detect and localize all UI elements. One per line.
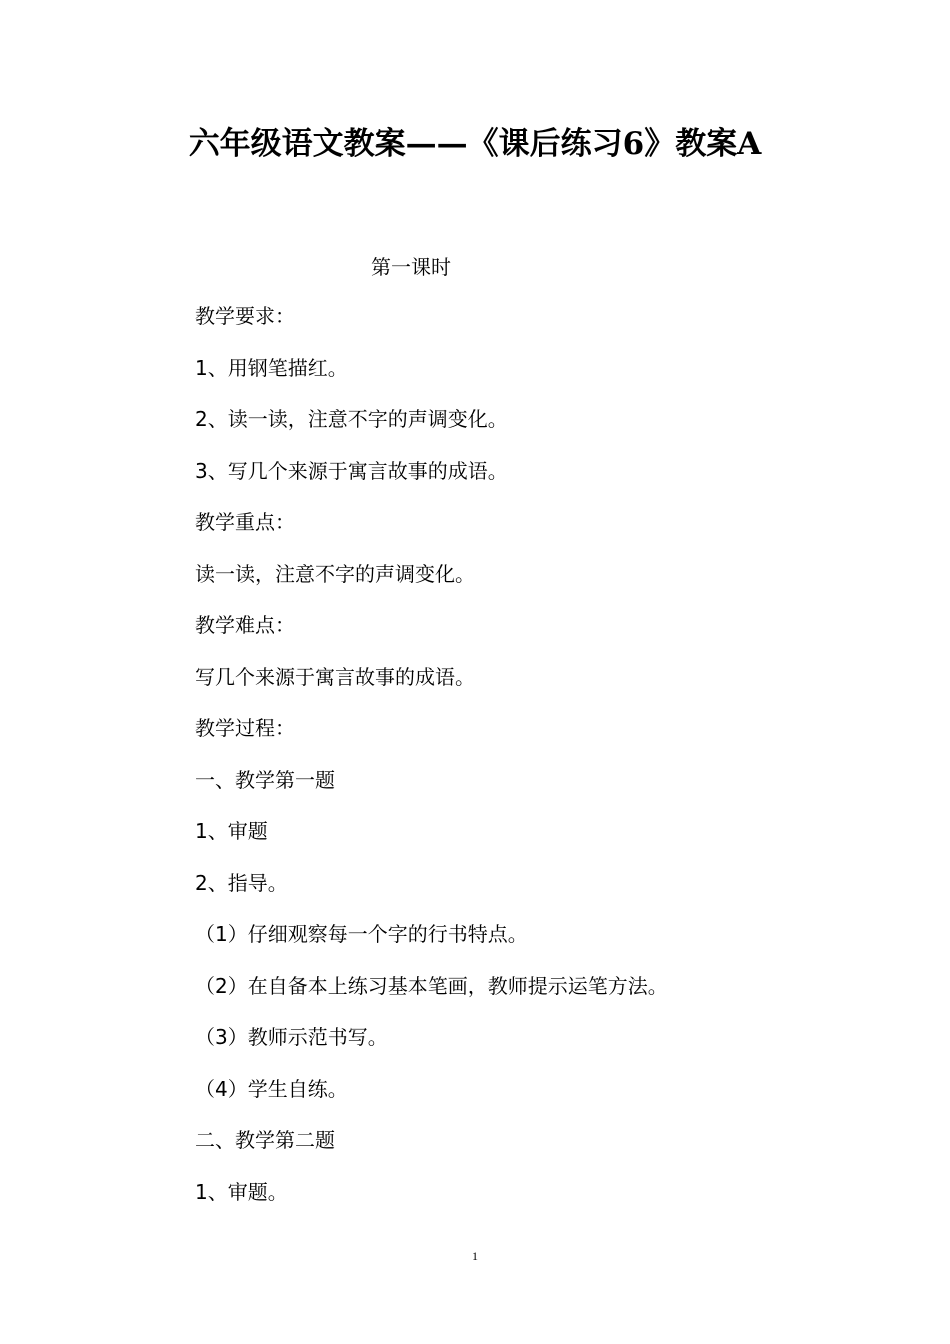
body-line: 教学难点：	[195, 613, 295, 637]
body-line: 1、审题	[195, 819, 268, 843]
body-line: 二、教学第二题	[195, 1128, 335, 1152]
body-line: （4）学生自练。	[195, 1076, 348, 1101]
body-line: （1）仔细观察每一个字的行书特点。	[195, 922, 528, 946]
body-line: （3）教师示范书写。	[195, 1025, 388, 1049]
body-line: 教学要求：	[195, 304, 295, 328]
lesson-period-heading: 第一课时	[371, 255, 451, 279]
body-line: 读一读，注意不字的声调变化。	[195, 561, 475, 586]
body-line: 2、读一读，注意不字的声调变化。	[195, 407, 508, 431]
body-line: 教学过程：	[195, 716, 295, 740]
body-line: 3、写几个来源于寓言故事的成语。	[195, 458, 508, 483]
body-line: 2、指导。	[195, 870, 288, 895]
body-line: 写几个来源于寓言故事的成语。	[195, 664, 475, 689]
body-line: 1、审题。	[195, 1179, 288, 1204]
document-body	[195, 299, 835, 1226]
body-line: 1、用钢笔描红。	[195, 355, 348, 380]
page-number: 1	[472, 1249, 478, 1263]
body-line: 教学重点：	[195, 510, 295, 534]
body-line: 一、教学第一题	[195, 767, 335, 792]
document-title: 六年级语文教案——《课后练习6》教案A	[188, 126, 762, 162]
body-line: （2）在自备本上练习基本笔画，教师提示运笔方法。	[195, 973, 668, 998]
